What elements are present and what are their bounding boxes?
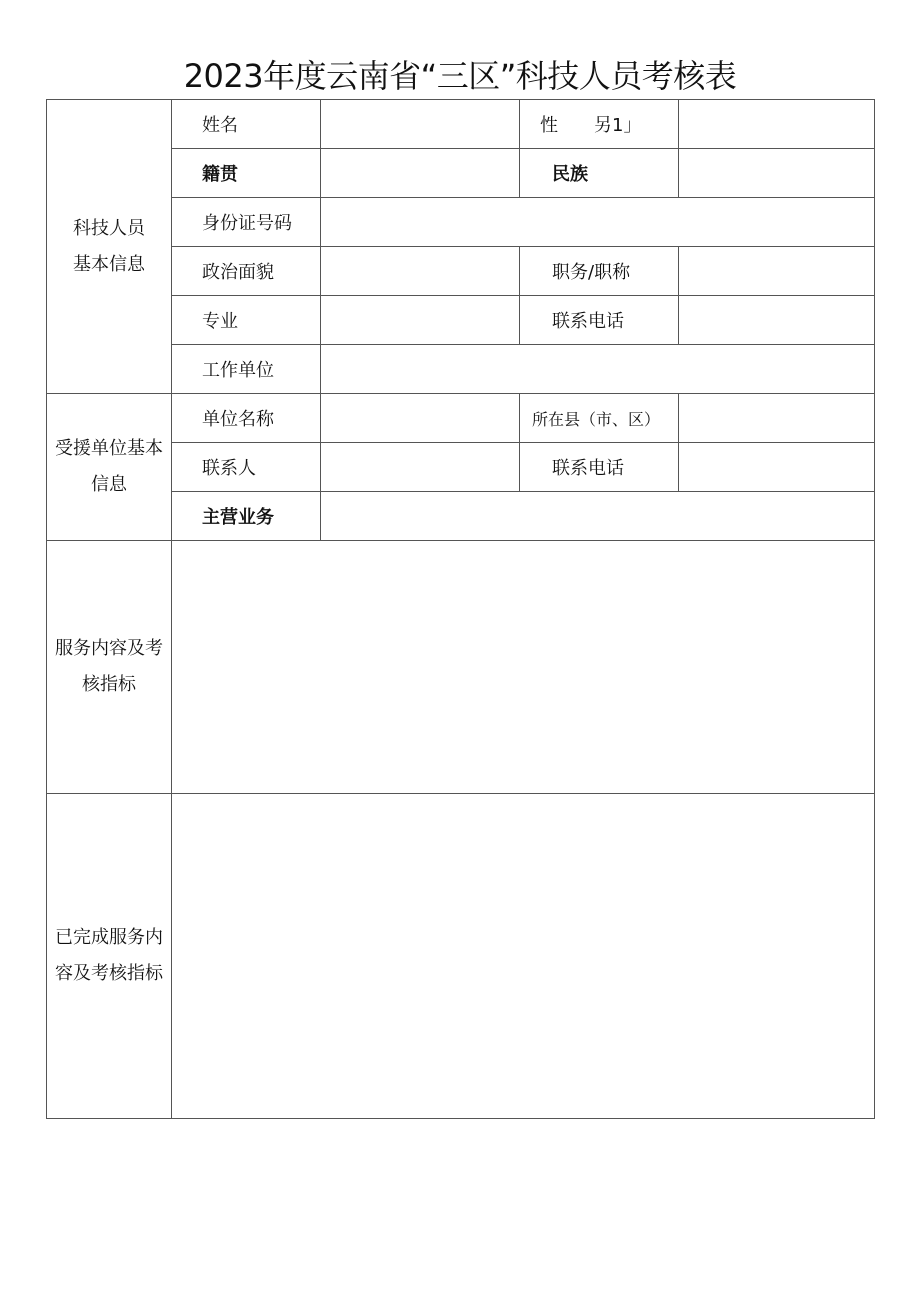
label-position-title: 职务/职称 [520, 247, 679, 296]
input-political-status[interactable] [321, 247, 520, 296]
section-unit-info-text: 受援单位基本 信息 [55, 438, 163, 495]
row-unit-county [47, 394, 875, 443]
input-position-title[interactable] [679, 247, 875, 296]
label-unit-phone: 联系电话 [520, 443, 679, 492]
row-work-unit [47, 345, 875, 394]
input-work-unit[interactable] [321, 345, 875, 394]
row-contact-phone [47, 443, 875, 492]
row-political-position [47, 247, 875, 296]
label-political-status: 政治面貌 [172, 247, 321, 296]
label-unit-name: 单位名称 [172, 394, 321, 443]
input-contact-person[interactable] [321, 443, 520, 492]
input-phone[interactable] [679, 296, 875, 345]
section-basic-info-text: 科技人员 基本信息 [73, 217, 145, 275]
page-title: 2023年度云南省“三区”科技人员考核表 [183, 57, 737, 95]
section-label-completed-content [47, 794, 172, 1119]
section-label-basic-info [47, 100, 172, 394]
label-ethnicity: 民族 [520, 149, 679, 198]
label-work-unit: 工作单位 [172, 345, 321, 394]
input-name[interactable] [321, 100, 520, 149]
input-major[interactable] [321, 296, 520, 345]
input-unit-phone[interactable] [679, 443, 875, 492]
input-completed-content[interactable] [172, 794, 875, 1119]
input-id-number[interactable] [321, 198, 875, 247]
label-gender: 性 另1」 [520, 100, 679, 149]
input-service-content[interactable] [172, 541, 875, 794]
label-name: 姓名 [172, 100, 321, 149]
section-label-unit-info [47, 394, 172, 541]
input-ethnicity[interactable] [679, 149, 875, 198]
assessment-form-table [46, 99, 875, 1119]
input-gender[interactable] [679, 100, 875, 149]
label-main-business: 主营业务 [172, 492, 321, 541]
row-completed-content [47, 794, 875, 1119]
label-major: 专业 [172, 296, 321, 345]
section-service-content-text: 服务内容及考 核指标 [55, 638, 163, 695]
row-main-business [47, 492, 875, 541]
row-name-gender [47, 100, 875, 149]
label-native-place: 籍贯 [172, 149, 321, 198]
label-phone: 联系电话 [520, 296, 679, 345]
input-county[interactable] [679, 394, 875, 443]
row-service-content [47, 541, 875, 794]
input-main-business[interactable] [321, 492, 875, 541]
row-major-phone [47, 296, 875, 345]
label-contact-person: 联系人 [172, 443, 321, 492]
section-completed-content-text: 已完成服务内 容及考核指标 [55, 927, 163, 984]
label-id-number: 身份证号码 [172, 198, 321, 247]
row-id-number [47, 198, 875, 247]
input-native-place[interactable] [321, 149, 520, 198]
input-unit-name[interactable] [321, 394, 520, 443]
section-label-service-content [47, 541, 172, 794]
row-native-ethnicity [47, 149, 875, 198]
label-county: 所在县（市、区） [520, 394, 679, 443]
